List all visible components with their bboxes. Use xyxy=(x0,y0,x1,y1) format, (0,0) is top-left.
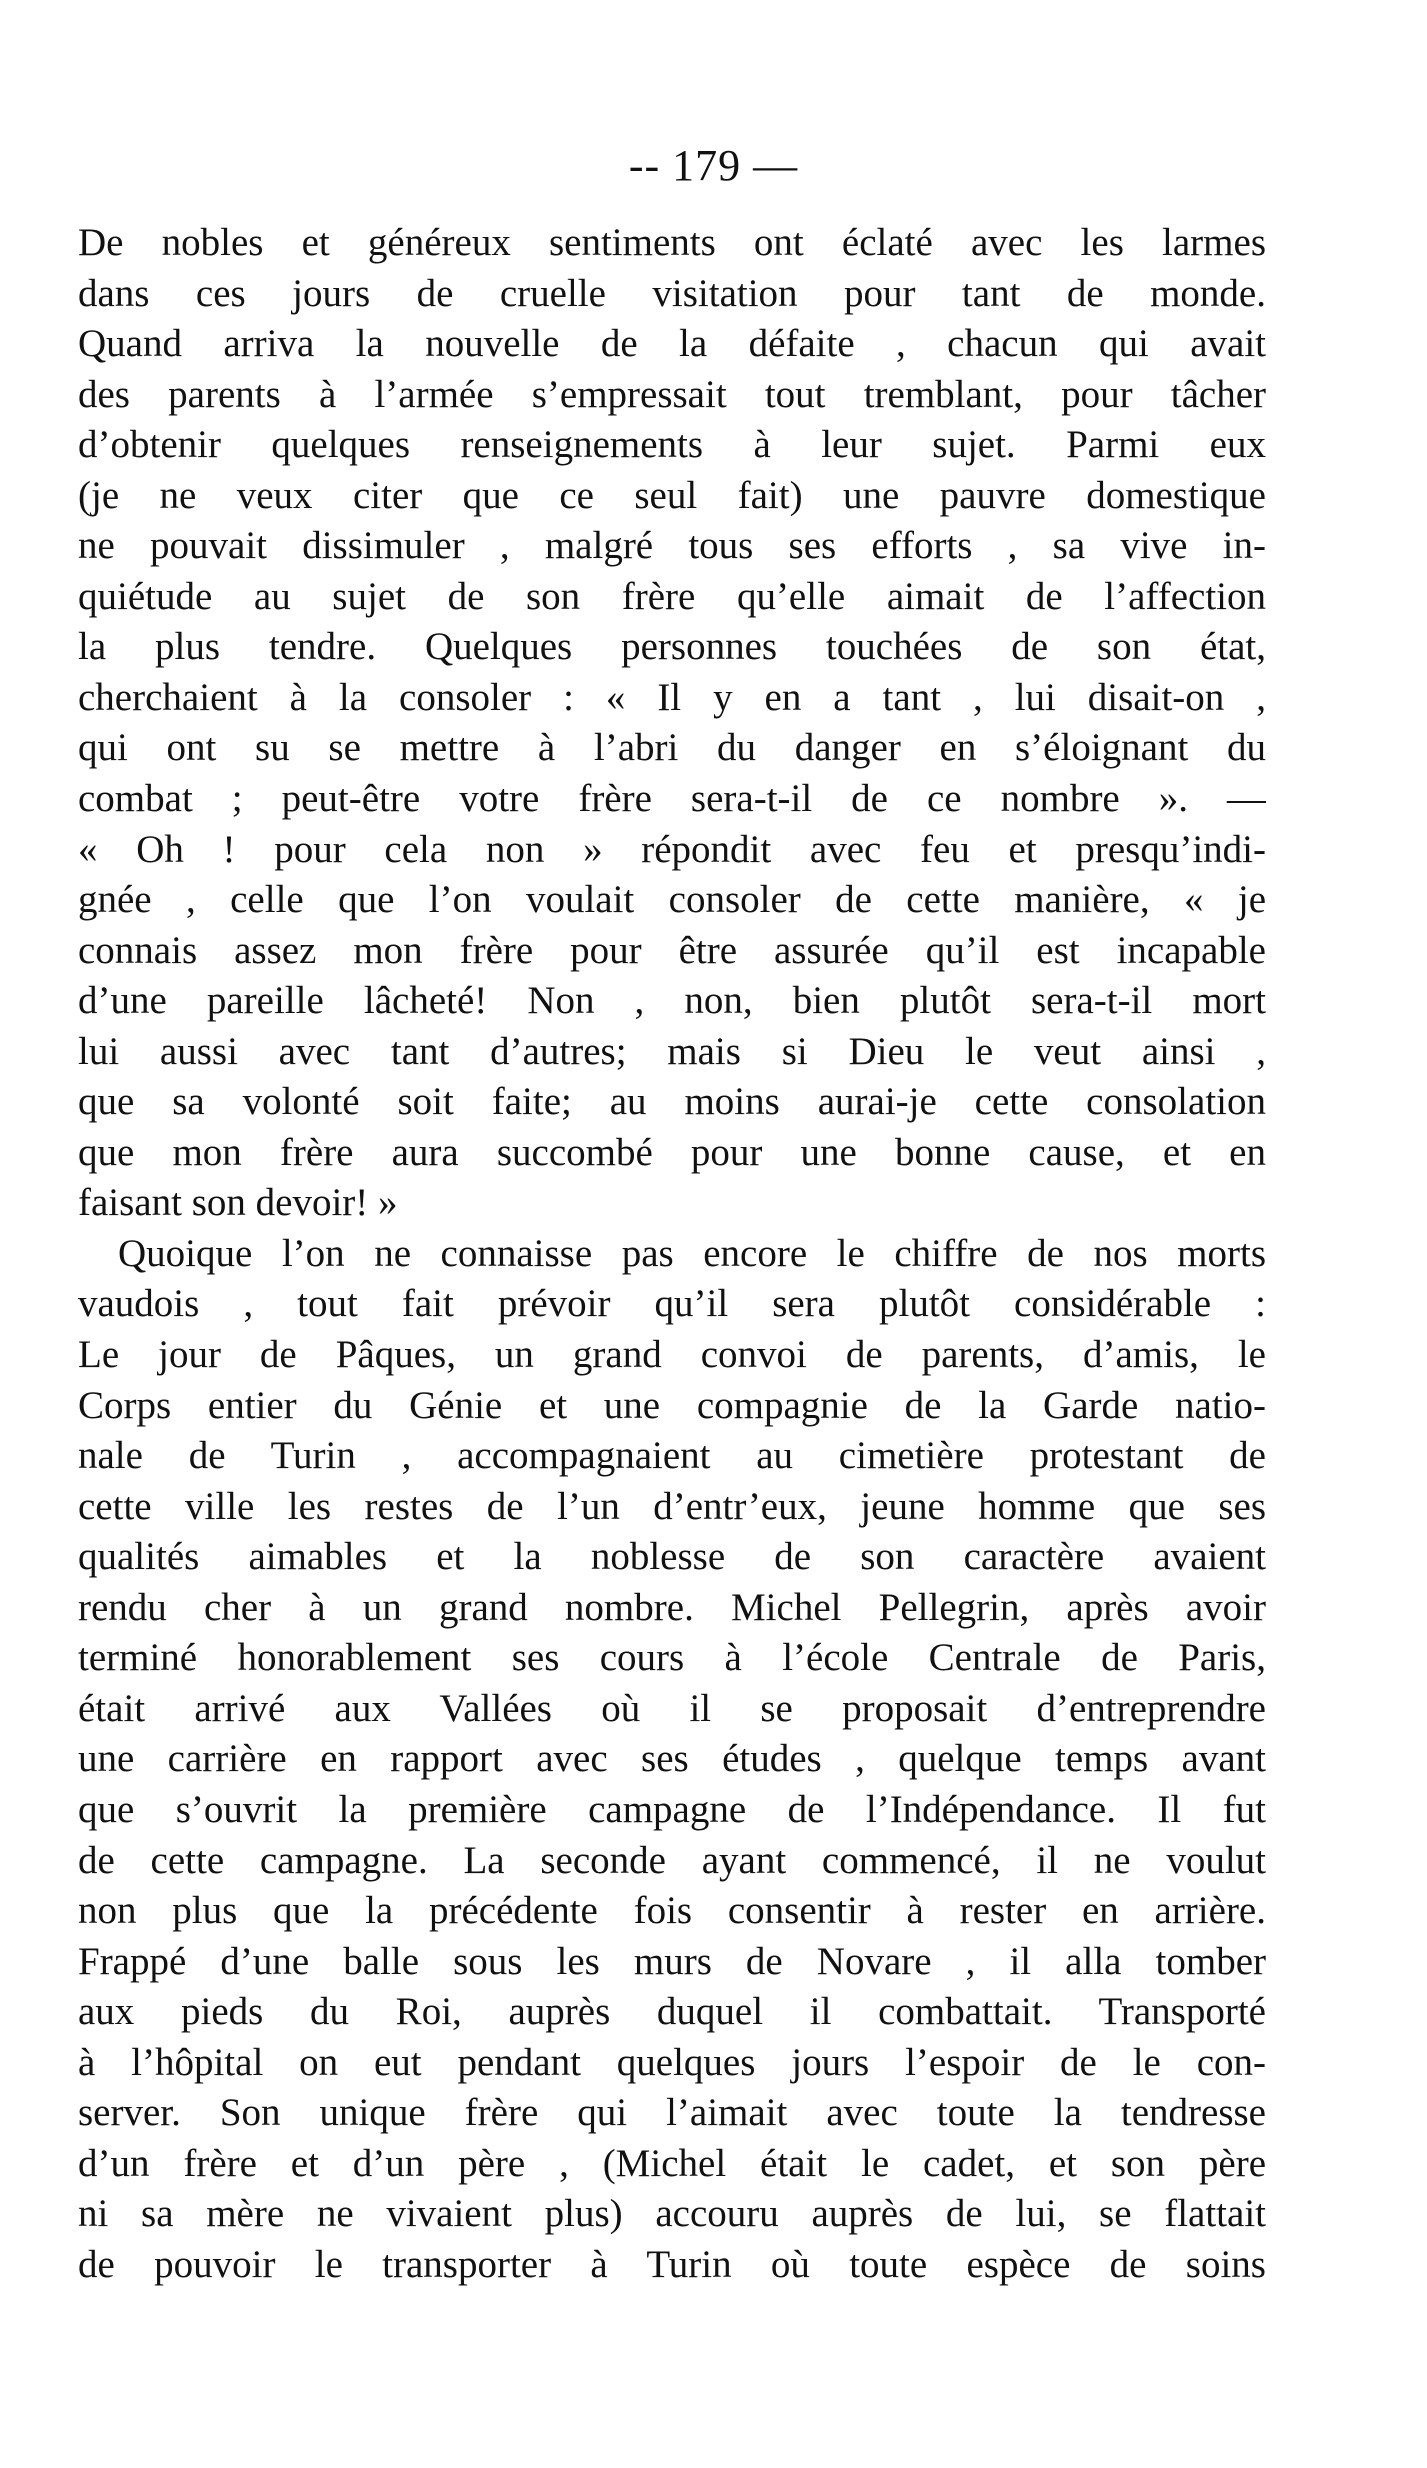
text-line: la plus tendre. Quelques personnes touchées de son état, xyxy=(78,625,1266,669)
text-line: combat ; peut-être votre frère sera-t-il de ce nombre ». — xyxy=(78,777,1266,821)
text-line: aux pieds du Roi, auprès duquel il combattait. Transporté xyxy=(78,1990,1266,2034)
text-line: De nobles et généreux sentiments ont éclaté avec les larmes xyxy=(78,221,1266,264)
text-line: qui ont su se mettre à l’abri du danger en s’éloignant du xyxy=(78,726,1266,770)
page-number: -- 179 — xyxy=(628,141,799,190)
text-line: faisant son devoir! » xyxy=(78,1181,398,1225)
text-line: Quoique l’on ne connaisse pas encore le chiffre de nos morts xyxy=(118,1231,1266,1275)
text-line: ne pouvait dissimuler , malgré tous ses efforts , sa vive in- xyxy=(78,524,1266,568)
body-text xyxy=(78,218,1266,2290)
text-line: des parents à l’armée s’empressait tout tremblant, pour tâcher xyxy=(78,372,1266,416)
text-line: d’une pareille lâcheté! Non , non, bien plutôt sera-t-il mort xyxy=(78,979,1266,1023)
text-line: que mon frère aura succombé pour une bonne cause, et en xyxy=(78,1130,1266,1174)
text-line: Le jour de Pâques, un grand convoi de parents, d’amis, le xyxy=(78,1333,1266,1377)
text-line: à l’hôpital on eut pendant quelques jours l’espoir de le con- xyxy=(78,2040,1266,2084)
text-line: que sa volonté soit faite; au moins aurai-je cette consolation xyxy=(78,1080,1266,1124)
text-line: Corps entier du Génie et une compagnie de la Garde natio- xyxy=(78,1383,1266,1427)
text-line: (je ne veux citer que ce seul fait) une pauvre domestique xyxy=(78,473,1266,517)
text-line: Quand arriva la nouvelle de la défaite , chacun qui avait xyxy=(78,322,1266,366)
text-line: que s’ouvrit la première campagne de l’Indépendance. Il fut xyxy=(78,1787,1266,1831)
text-line: Frappé d’une balle sous les murs de Novare , il alla tomber xyxy=(78,1939,1266,1983)
text-line: dans ces jours de cruelle visitation pour tant de monde. xyxy=(78,271,1266,315)
text-line: de pouvoir le transporter à Turin où toute espèce de soins xyxy=(78,2242,1266,2286)
text-line: ni sa mère ne vivaient plus) accouru auprès de lui, se flattait xyxy=(78,2192,1266,2236)
text-line: terminé honorablement ses cours à l’école Centrale de Paris, xyxy=(78,1636,1266,1680)
text-line: vaudois , tout fait prévoir qu’il sera plutôt considérable : xyxy=(78,1282,1266,1326)
text-line: d’obtenir quelques renseignements à leur sujet. Parmi eux xyxy=(78,423,1266,467)
text-line: de cette campagne. La seconde ayant commencé, il ne voulut xyxy=(78,1838,1266,1882)
text-line: nale de Turin , accompagnaient au cimetière protestant de xyxy=(78,1434,1266,1478)
text-line: d’un frère et d’un père , (Michel était le cadet, et son père xyxy=(78,2141,1266,2185)
text-line: quiétude au sujet de son frère qu’elle aimait de l’affection xyxy=(78,574,1266,618)
text-line: cherchaient à la consoler : « Il y en a tant , lui disait-on , xyxy=(78,675,1266,719)
text-line: connais assez mon frère pour être assurée qu’il est incapable xyxy=(78,928,1266,972)
text-line: lui aussi avec tant d’autres; mais si Dieu le veut ainsi , xyxy=(78,1029,1266,1073)
text-line: qualités aimables et la noblesse de son caractère avaient xyxy=(78,1535,1266,1579)
text-line: cette ville les restes de l’un d’entr’eux, jeune homme que ses xyxy=(78,1484,1266,1528)
text-line: était arrivé aux Vallées où il se proposait d’entreprendre xyxy=(78,1686,1266,1730)
text-line: rendu cher à un grand nombre. Michel Pellegrin, après avoir xyxy=(78,1585,1266,1629)
text-line: « Oh ! pour cela non » répondit avec feu et presqu’indi- xyxy=(78,827,1266,871)
text-line: gnée , celle que l’on voulait consoler de cette manière, « je xyxy=(78,878,1266,922)
text-line: server. Son unique frère qui l’aimait avec toute la tendresse xyxy=(78,2091,1266,2135)
text-line: non plus que la précédente fois consentir à rester en arrière. xyxy=(78,1889,1266,1933)
text-line: une carrière en rapport avec ses études , quelque temps avant xyxy=(78,1737,1266,1781)
